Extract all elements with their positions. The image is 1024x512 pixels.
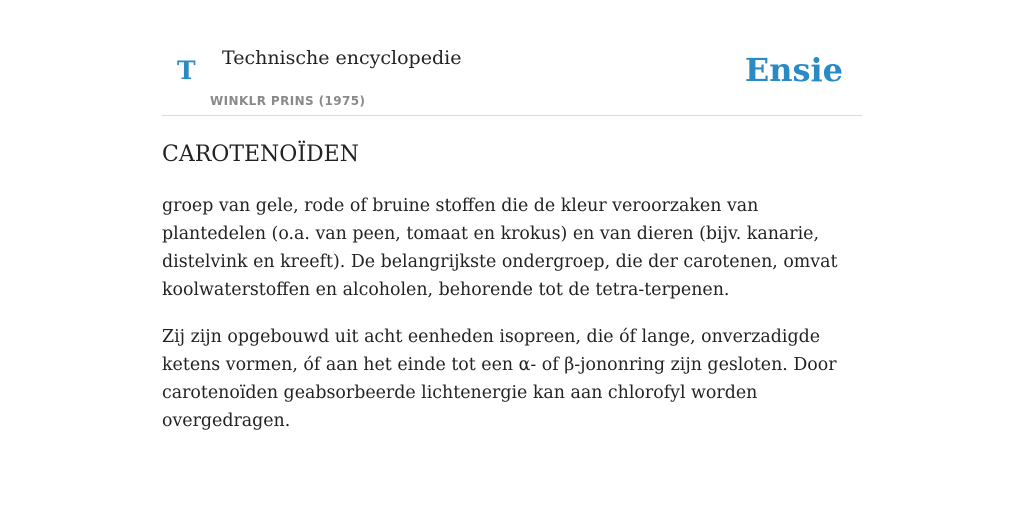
entry-title: CAROTENOÏDEN: [162, 142, 359, 167]
site-header: [162, 0, 862, 116]
site-title-link[interactable]: Technische encyclopedie: [222, 47, 462, 69]
entry-paragraph: Zij zijn opgebouwd uit acht eenheden isopreen, die óf lange, onverzadigde ketens vormen, óf aan het einde tot een α- of β-jononring zijn gesloten. Door carotenoïden geabsorbeerde lichtenergie kan aan chlorofyl worden overgedragen.: [162, 327, 837, 431]
brand-logo-link[interactable]: Ensie: [744, 51, 843, 89]
entry-body: [162, 192, 862, 454]
page-container: [162, 0, 862, 431]
entry-paragraph: groep van gele, rode of bruine stoffen die de kleur veroorzaken van plantedelen (o.a. van peen, tomaat en krokus) en van dieren (bijv. kanarie, distelvink en kreeft). De belangrijkste ondergroep, die der carotenen, omvat koolwaterstoffen en alcoholen, behorende tot de tetra-terpenen.: [162, 196, 838, 300]
encyclopedia-logo-icon[interactable]: T: [177, 56, 196, 85]
site-subtitle: WINKLR PRINS (1975): [210, 94, 366, 108]
